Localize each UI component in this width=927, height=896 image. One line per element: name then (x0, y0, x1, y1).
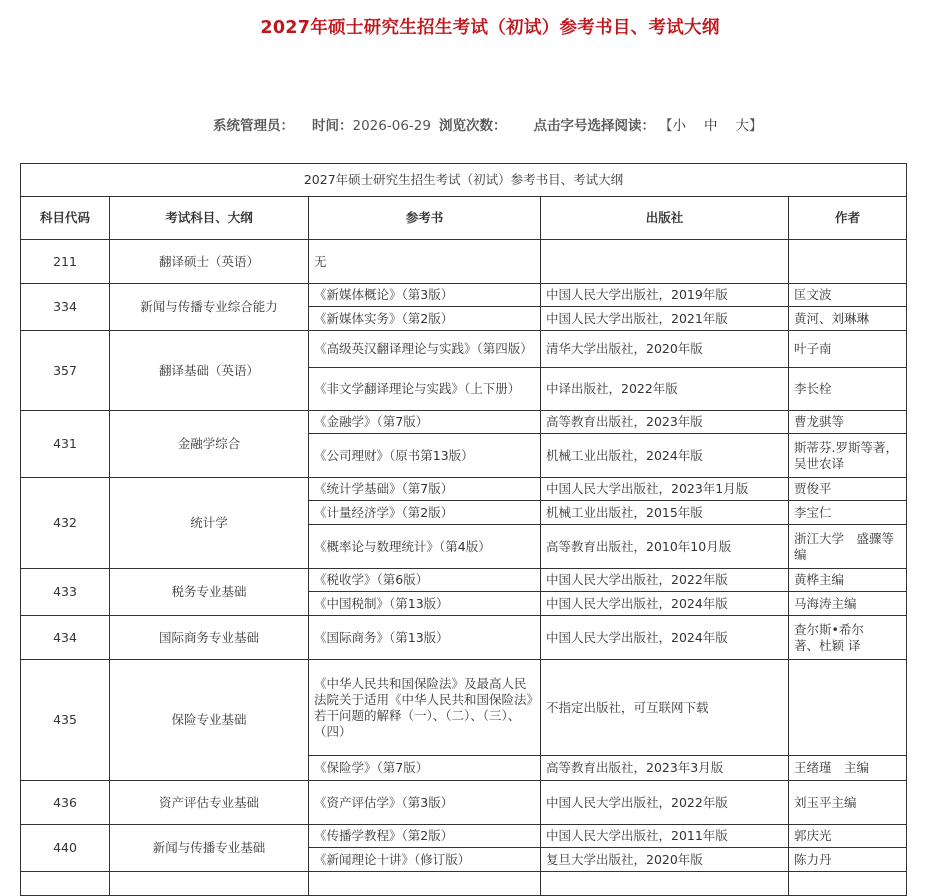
author-cell: 刘玉平主编 (789, 781, 907, 825)
author-cell: 李长栓 (789, 368, 907, 411)
table-caption: 2027年硕士研究生招生考试（初试）参考书目、考试大纲 (21, 164, 907, 197)
bracket-close: 】 (748, 118, 763, 134)
author-cell: 贾俊平 (789, 478, 907, 501)
author-cell (789, 872, 907, 896)
article-meta-bar (213, 114, 762, 134)
book-cell: 《税收学》（第6版） (309, 569, 541, 592)
author-cell: 马海涛主编 (789, 592, 907, 616)
author-cell: 浙江大学 盛骤等编 (789, 525, 907, 569)
subject-code-cell: 433 (21, 569, 110, 616)
subject-name-cell: 金融学综合 (110, 411, 309, 478)
subject-code-cell (21, 872, 110, 896)
book-cell: 《计量经济学》（第2版） (309, 501, 541, 525)
subject-code-cell: 432 (21, 478, 110, 569)
bracket-open: 【 (658, 118, 673, 134)
author-cell: 叶子南 (789, 331, 907, 368)
font-size-small-button[interactable]: 小 (672, 118, 686, 134)
time-label: 时间： (312, 118, 353, 134)
header-subject: 考试科目、大纲 (110, 197, 309, 240)
table-row (21, 284, 907, 307)
publish-date: 2026-06-29 (352, 118, 431, 134)
publisher-cell: 中国人民大学出版社，2024年版 (541, 592, 789, 616)
book-cell: 《新媒体实务》（第2版） (309, 307, 541, 331)
author-cell: 查尔斯•希尔 著、杜颖 译 (789, 616, 907, 660)
admin-label: 系统管理员： (213, 118, 294, 134)
book-cell: 无 (309, 240, 541, 284)
author-cell: 郭庆光 (789, 825, 907, 848)
publisher-cell: 不指定出版社，可互联网下载 (541, 660, 789, 756)
page-title: 2027年硕士研究生招生考试（初试）参考书目、考试大纲 (260, 18, 720, 38)
table-row (21, 616, 907, 660)
header-book: 参考书 (309, 197, 541, 240)
book-cell: 《保险学》（第7版） (309, 756, 541, 781)
table-row (21, 781, 907, 825)
publisher-cell: 复旦大学出版社，2020年版 (541, 848, 789, 872)
book-cell: 《资产评估学》（第3版） (309, 781, 541, 825)
book-cell: 《国际商务》（第13版） (309, 616, 541, 660)
publisher-cell: 中国人民大学出版社，2022年版 (541, 569, 789, 592)
publisher-cell: 高等教育出版社，2010年10月版 (541, 525, 789, 569)
publisher-cell: 中国人民大学出版社，2023年1月版 (541, 478, 789, 501)
subject-code-cell: 431 (21, 411, 110, 478)
font-size-medium-button[interactable]: 中 (703, 118, 718, 134)
publisher-cell: 机械工业出版社，2015年版 (541, 501, 789, 525)
book-cell: 《中华人民共和国保险法》及最高人民法院关于适用《中华人民共和国保险法》若干问题的解释（一）、（二）、（三）、（四） (309, 660, 541, 756)
subject-code-cell: 436 (21, 781, 110, 825)
subject-code-cell: 435 (21, 660, 110, 781)
font-size-label: 点击字号选择阅读： (533, 118, 655, 134)
publisher-cell (541, 240, 789, 284)
author-cell: 匡文波 (789, 284, 907, 307)
author-cell: 黄桦主编 (789, 569, 907, 592)
publisher-cell: 高等教育出版社，2023年3月版 (541, 756, 789, 781)
book-cell: 《传播学教程》（第2版） (309, 825, 541, 848)
publisher-cell: 中国人民大学出版社，2021年版 (541, 307, 789, 331)
author-cell: 黄河、刘琳琳 (789, 307, 907, 331)
publisher-cell: 中国人民大学出版社，2022年版 (541, 781, 789, 825)
subject-code-cell: 440 (21, 825, 110, 872)
publisher-cell: 机械工业出版社，2024年版 (541, 434, 789, 478)
publisher-cell: 高等教育出版社，2023年版 (541, 411, 789, 434)
subject-name-cell: 新闻与传播专业综合能力 (110, 284, 309, 331)
book-cell: 《新闻理论十讲》（修订版） (309, 848, 541, 872)
book-cell: 《非文学翻译理论与实践》（上下册） (309, 368, 541, 411)
subject-name-cell: 税务专业基础 (110, 569, 309, 616)
book-cell: 《金融学》（第7版） (309, 411, 541, 434)
book-cell: 《概率论与数理统计》（第4版） (309, 525, 541, 569)
table-body (21, 240, 907, 896)
publisher-cell: 中国人民大学出版社，2011年版 (541, 825, 789, 848)
publisher-cell: 中国人民大学出版社，2024年版 (541, 616, 789, 660)
subject-name-cell: 统计学 (110, 478, 309, 569)
author-cell: 曹龙骐等 (789, 411, 907, 434)
table-row (21, 569, 907, 592)
author-cell: 斯蒂芬.罗斯等著，吴世农译 (789, 434, 907, 478)
subject-code-cell: 211 (21, 240, 110, 284)
subject-name-cell: 保险专业基础 (110, 660, 309, 781)
book-cell (309, 872, 541, 896)
author-cell: 王绪瑾 主编 (789, 756, 907, 781)
subject-name-cell (110, 872, 309, 896)
publisher-cell: 清华大学出版社，2020年版 (541, 331, 789, 368)
header-code: 科目代码 (21, 197, 110, 240)
book-cell: 《高级英汉翻译理论与实践》（第四版） (309, 331, 541, 368)
book-cell: 《统计学基础》（第7版） (309, 478, 541, 501)
author-cell (789, 240, 907, 284)
subject-name-cell: 新闻与传播专业基础 (110, 825, 309, 872)
publisher-cell: 中译出版社，2022年版 (541, 368, 789, 411)
table-row (21, 660, 907, 756)
book-cell: 《公司理财》（原书第13版） (309, 434, 541, 478)
author-cell (789, 660, 907, 756)
table-row (21, 825, 907, 848)
subject-code-cell: 334 (21, 284, 110, 331)
header-publisher: 出版社 (541, 197, 789, 240)
subject-code-cell: 357 (21, 331, 110, 411)
subject-name-cell: 翻译基础（英语） (110, 331, 309, 411)
book-cell: 《中国税制》（第13版） (309, 592, 541, 616)
subject-name-cell: 资产评估专业基础 (110, 781, 309, 825)
font-size-large-button[interactable]: 大 (735, 118, 749, 134)
book-cell: 《新媒体概论》（第3版） (309, 284, 541, 307)
subject-name-cell: 翻译硕士（英语） (110, 240, 309, 284)
publisher-cell (541, 872, 789, 896)
table-row (21, 411, 907, 434)
table-row (21, 872, 907, 896)
publisher-cell: 中国人民大学出版社，2019年版 (541, 284, 789, 307)
table-row (21, 240, 907, 284)
author-cell: 李宝仁 (789, 501, 907, 525)
subject-name-cell: 国际商务专业基础 (110, 616, 309, 660)
subject-code-cell: 434 (21, 616, 110, 660)
table-header-row (21, 197, 907, 240)
header-author: 作者 (789, 197, 907, 240)
author-cell: 陈力丹 (789, 848, 907, 872)
table-row (21, 331, 907, 368)
reference-book-table (20, 163, 907, 896)
table-row (21, 478, 907, 501)
views-label: 浏览次数： (438, 118, 507, 134)
